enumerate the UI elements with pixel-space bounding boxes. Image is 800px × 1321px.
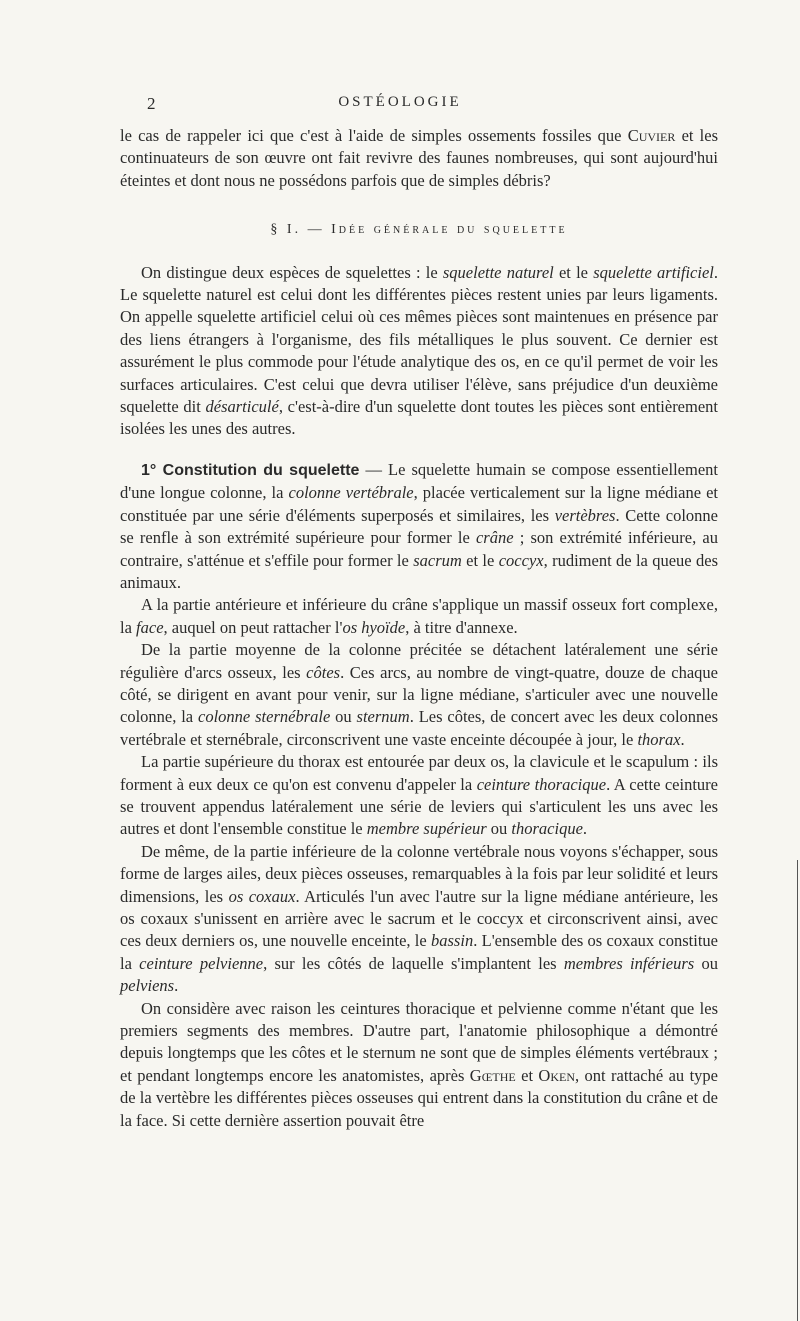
author-name: Cuvier bbox=[627, 126, 676, 145]
running-title: OSTÉOLOGIE bbox=[338, 94, 462, 110]
page-number: 2 bbox=[147, 94, 156, 113]
paragraph-face: A la partie antérieure et inférieure du crâne s'applique un massif osseux fort complexe, la face, auquel on peut rattacher l'os hyoïde, à titre d'annexe. bbox=[120, 595, 718, 637]
paragraph-skeleton-types: On distingue deux espèces de squelettes : le squelette naturel et le squelette artificiel. Le squelette naturel est celui dont les différentes pièces restent unies par leurs ligaments. On appelle squelette artificiel celui où ces mêmes pièces sont maintenues en présence par des liens étrangers à l'organisme, des fils métalliques le plus souvent. Ce dernier est assurément le plus commode pour l'étude analytique des os, en ce qu'il permet de voir les surfaces articulaires. C'est celui que devra utiliser l'élève, sans préjudice d'un deuxième squelette dit désarticulé, c'est-à-dire d'un squelette dont toutes les pièces sont entièrement isolées les unes des autres. bbox=[120, 262, 718, 439]
paragraph-girdles-segments: On considère avec raison les ceintures thoracique et pelvienne comme n'étant que les premiers segments des membres. D'autre part, l'anatomie philosophique a démontré depuis longtemps que les côtes et le sternum ne sont que de simples éléments vertébraux ; et pendant longtemps encore les anatomistes, après Gœthe et Oken, ont rattaché au type de la vertèbre les différentes pièces osseuses qui entrent dans la constitution du crâne et de la face. Si cette dernière assertion pouvait être bbox=[120, 998, 718, 1130]
page-header bbox=[0, 94, 800, 118]
section-heading: § I. — Idée générale du squelette bbox=[270, 222, 568, 238]
paragraph-constitution: 1° Constitution du squelette — Le squelette humain se compose essentiellement d'une longue colonne, la colonne vertébrale, placée verticalement sur la ligne médiane et constituée par une série d'éléments superposés et similaires, les vertèbres. Cette colonne se renfle à son extrémité supérieure pour former le crâne ; son extrémité inférieure, au contraire, s'atténue et s'effile pour former le sacrum et le coccyx, rudiment de la queue des animaux. bbox=[120, 459, 718, 592]
intro-paragraph: le cas de rappeler ici que c'est à l'aide de simples ossements fossiles que Cuvier et les continuateurs de son œuvre ont fait revivre des faunes nombreuses, qui sont aujourd'hui éteintes et dont nous ne possédons parfois que de simples débris? bbox=[120, 126, 718, 190]
subsection-heading: 1° Constitution du squelette bbox=[141, 461, 360, 479]
paragraph-thoracic-girdle: La partie supérieure du thorax est entourée par deux os, la clavicule et le scapulum : ils forment à eux deux ce qu'on est convenu d'appeler la ceinture thoracique. A cette ceinture se trouvent appendus latéralement une série de leviers qui s'articulent les uns avec les autres et dont l'ensemble constitue le membre supérieur ou thoracique. bbox=[120, 752, 718, 839]
author-name: Oken bbox=[538, 1065, 575, 1085]
author-name: Gœthe bbox=[469, 1065, 516, 1085]
page-edge-line bbox=[797, 860, 798, 1321]
paragraph-pelvis: De même, de la partie inférieure de la colonne vertébrale nous voyons s'échapper, sous forme de larges ailes, deux pièces osseuses, remarquables à la fois par leur solidité et leurs dimensions, les os coxaux. Articulés l'un avec l'autre sur la ligne médiane antérieure, les os coxaux s'unissent en arrière avec le sacrum et le coccyx et circonscrivent ainsi, avec ces deux derniers os, une nouvelle enceinte, le bassin. L'ensemble des os coxaux constitue la ceinture pelvienne, sur les côtés de laquelle s'implantent les membres inférieurs ou pelviens. bbox=[120, 841, 719, 996]
paragraph-thorax: De la partie moyenne de la colonne précitée se détachent latéralement une série régulière d'arcs osseux, les côtes. Ces arcs, au nombre de vingt-quatre, douze de chaque côté, se dirigent en avant pour venir, sur la ligne médiane, s'articuler avec une nouvelle colonne, la colonne sternébrale ou sternum. Les côtes, de concert avec les deux colonnes vertébrale et sternébrale, circonscrivent une vaste enceinte découpée à jour, le thorax. bbox=[120, 640, 719, 749]
body-text bbox=[120, 125, 718, 1132]
